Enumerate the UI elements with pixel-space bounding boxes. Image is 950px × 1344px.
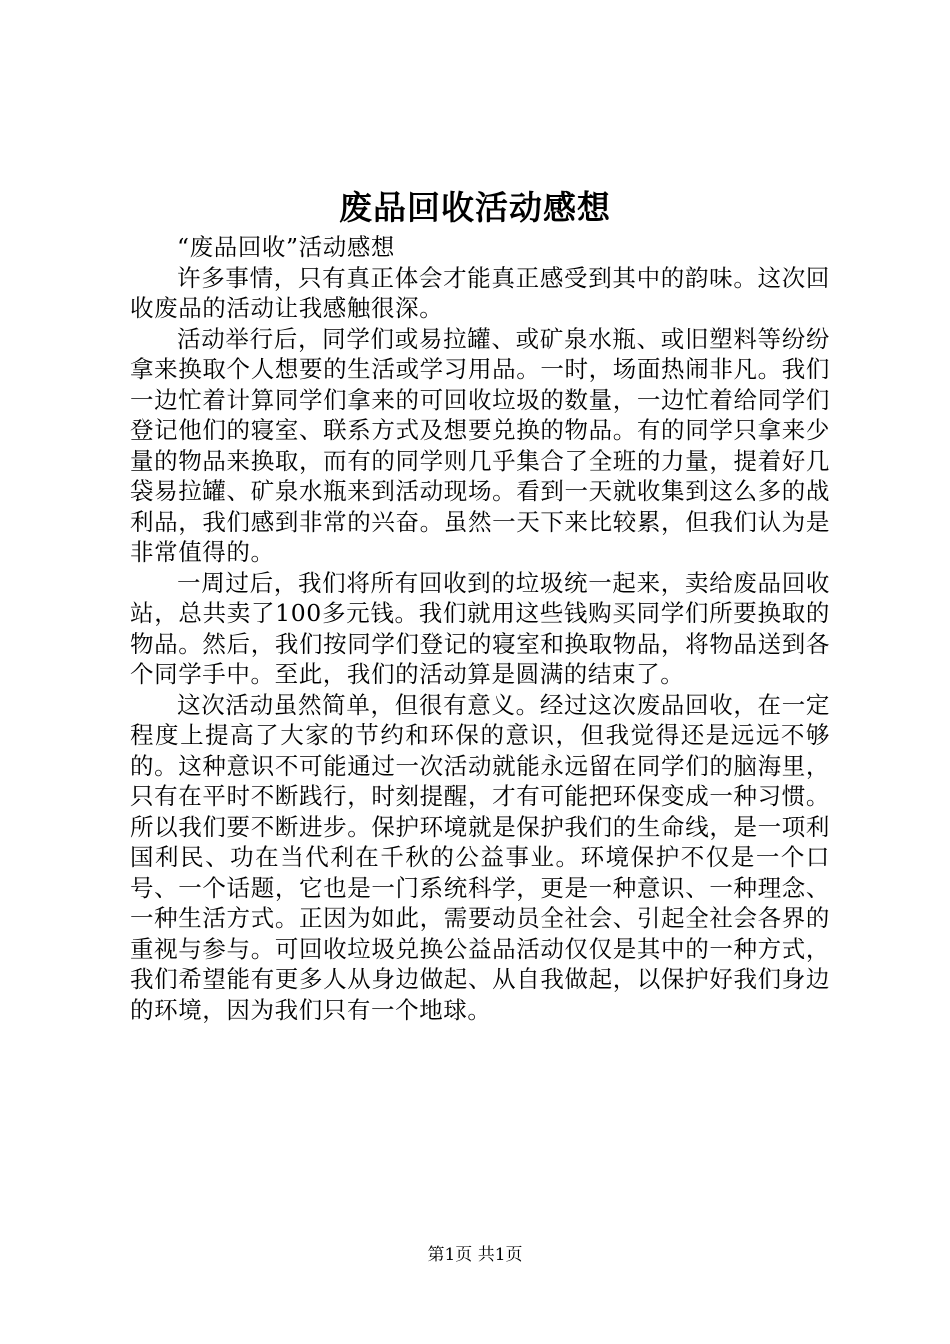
page-footer: 第1页 共1页 — [427, 1245, 523, 1265]
paragraph-1: 许多事情，只有真正体会才能真正感受到其中的韵味。这次回收废品的活动让我感触很深。 — [130, 263, 830, 322]
paragraph-subtitle: “废品回收”活动感想 — [177, 233, 396, 261]
document-title: 废品回收活动感想 — [339, 188, 611, 227]
paragraph-2: 活动举行后，同学们或易拉罐、或矿泉水瓶、或旧塑料等纷纷拿来换取个人想要的生活或学习用品。一时，场面热闹非凡。我们一边忙着计算同学们拿来的可回收垃圾的数量，一边忙着给同学们登记他们的寝室、联系方式及想要兑换的物品。有的同学只拿来少量的物品来换取，而有的同学则几乎集合了全班的力量，提着好几袋易拉罐、矿泉水瓶来到活动现场。看到一天就收集到这么多的战利品，我们感到非常的兴奋。虽然一天下来比较累，但我们认为是非常值得的。 — [130, 324, 830, 566]
paragraph-4: 这次活动虽然简单，但很有意义。经过这次废品回收，在一定程度上提高了大家的节约和环保的意识，但我觉得还是远远不够的。这种意识不可能通过一次活动就能永远留在同学们的脑海里，只有在平时不断践行，时刻提醒，才有可能把环保变成一种习惯。所以我们要不断进步。保护环境就是保护我们的生命线，是一项利国利民、功在当代利在千秋的公益事业。环境保护不仅是一个口号、一个话题，它也是一门系统科学，更是一种意识、一种理念、一种生活方式。正因为如此，需要动员全社会、引起全社会各界的重视与参与。可回收垃圾兑换公益品活动仅仅是其中的一种方式，我们希望能有更多人从身边做起、从自我做起，以保护好我们身边的环境，因为我们只有一个地球。 — [130, 690, 830, 1024]
document-body — [130, 232, 830, 1025]
paragraph-3: 一周过后，我们将所有回收到的垃圾统一起来，卖给废品回收站，总共卖了100多元钱。我们就用这些钱购买同学们所要换取的物品。然后，我们按同学们登记的寝室和换取物品，将物品送到各个同学手中。至此，我们的活动算是圆满的结束了。 — [130, 568, 830, 688]
